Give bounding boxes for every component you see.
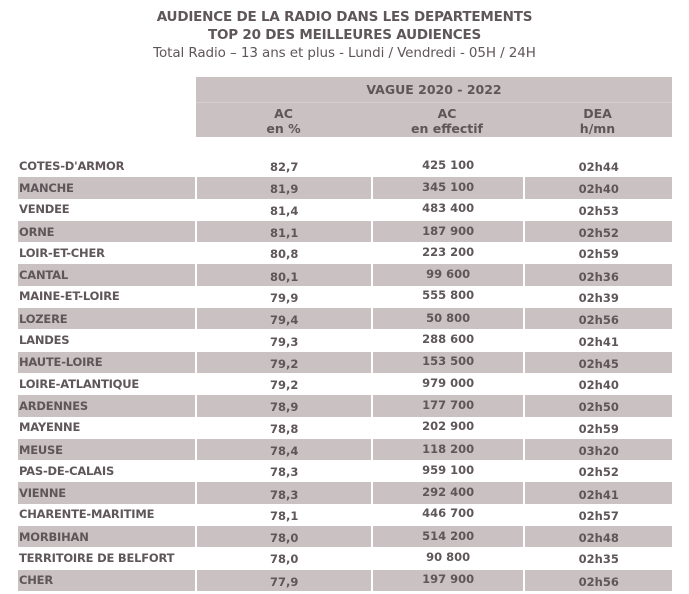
- ac-effectif-value: 153 500: [373, 352, 524, 373]
- table-row: [18, 307, 672, 329]
- column-header-dea-line2: h/mn: [579, 121, 616, 136]
- dea-value: 02h44: [578, 160, 619, 175]
- table-row: [18, 329, 672, 350]
- ac-effectif-value: 483 400: [422, 201, 475, 216]
- ac-effectif-value: 425 100: [422, 157, 475, 172]
- dea-value: 02h50: [525, 395, 672, 416]
- column-header-dea: [523, 103, 672, 137]
- table-row: [18, 220, 672, 242]
- ac-pct-value: 80,8: [270, 247, 299, 262]
- table-row: [18, 286, 672, 307]
- ac-effectif-value: 345 100: [373, 177, 524, 198]
- column-header-ac-effectif-line2: en effectif: [411, 121, 483, 136]
- column-header-ac-effectif: [371, 103, 523, 137]
- dea-value: 02h57: [578, 508, 619, 523]
- department-name: CHARENTE-MARITIME: [19, 507, 155, 522]
- dea-value: 02h52: [578, 465, 619, 480]
- department-name: PAS-DE-CALAIS: [19, 463, 115, 478]
- table-row: [18, 394, 672, 416]
- dea-value: 02h36: [525, 264, 672, 285]
- dea-value: 02h59: [578, 247, 619, 262]
- ac-pct-value: 79,2: [197, 352, 370, 373]
- ac-pct-value: 81,9: [197, 177, 370, 198]
- department-name: HAUTE-LOIRE: [18, 352, 195, 373]
- table-row: [18, 263, 672, 285]
- dea-value: 02h40: [578, 378, 619, 393]
- table-row: [18, 199, 672, 220]
- department-name: ORNE: [18, 221, 195, 242]
- ac-pct-value: 81,1: [197, 221, 370, 242]
- ac-effectif-value: 514 200: [373, 526, 524, 547]
- ac-pct-value: 79,2: [270, 378, 299, 393]
- ac-effectif-value: 223 200: [422, 244, 475, 259]
- table-body: [18, 155, 672, 591]
- ac-pct-value: 78,9: [197, 395, 370, 416]
- table-row: [18, 417, 672, 438]
- table-row: [18, 460, 672, 481]
- ac-effectif-value: 202 900: [422, 419, 475, 434]
- department-name: LANDES: [19, 333, 70, 348]
- ac-pct-value: 79,4: [197, 308, 370, 329]
- table-row: [18, 525, 672, 547]
- department-name: LOZERE: [18, 308, 195, 329]
- dea-value: 02h59: [578, 421, 619, 436]
- ac-pct-value: 78,8: [270, 421, 299, 436]
- department-name: MAYENNE: [19, 420, 81, 435]
- ac-effectif-value: 288 600: [422, 332, 475, 347]
- ac-pct-value: 78,4: [197, 439, 370, 460]
- department-name: VIENNE: [18, 482, 195, 503]
- dea-value: 02h45: [525, 352, 672, 373]
- department-name: MANCHE: [18, 177, 195, 198]
- ac-effectif-value: 187 900: [373, 221, 524, 242]
- ac-pct-value: 78,1: [270, 508, 299, 523]
- column-header-dea-line1: DEA: [583, 106, 612, 121]
- ac-effectif-value: 959 100: [422, 462, 475, 477]
- ac-pct-value: 78,3: [270, 465, 299, 480]
- dea-value: 02h35: [578, 552, 619, 567]
- title-line-1: AUDIENCE DE LA RADIO DANS LES DEPARTEMENTS: [156, 9, 533, 25]
- ac-pct-value: 78,0: [197, 526, 370, 547]
- dea-value: 02h41: [578, 334, 619, 349]
- column-header-ac-pct-line1: AC: [274, 106, 293, 121]
- department-name: LOIRE-ATLANTIQUE: [19, 376, 140, 391]
- ac-effectif-value: 50 800: [373, 308, 524, 329]
- subtitle: Total Radio – 13 ans et plus - Lundi / Vendredi - 05H / 24H: [153, 45, 536, 61]
- ac-effectif-value: 292 400: [373, 482, 524, 503]
- dea-value: 02h40: [525, 177, 672, 198]
- table-row: [18, 242, 672, 263]
- table-row: [18, 176, 672, 198]
- table-row: [18, 373, 672, 394]
- department-name: CHER: [18, 570, 195, 591]
- dea-value: 02h56: [525, 308, 672, 329]
- ac-effectif-value: 90 800: [426, 549, 471, 564]
- dea-value: 02h39: [578, 290, 619, 305]
- dea-value: 02h53: [578, 203, 619, 218]
- department-name: MEUSE: [18, 439, 195, 460]
- department-name: MAINE-ET-LOIRE: [19, 289, 120, 304]
- dea-value: 02h52: [525, 221, 672, 242]
- table-row: [18, 155, 672, 176]
- table-row: [18, 438, 672, 460]
- title-line-2: TOP 20 DES MEILLEURES AUDIENCES: [207, 27, 482, 43]
- dea-value: 02h56: [525, 570, 672, 591]
- table-row: [18, 504, 672, 525]
- column-header-ac-pct: [196, 103, 371, 137]
- ac-pct-value: 79,9: [270, 290, 299, 305]
- ac-pct-value: 78,3: [197, 482, 370, 503]
- dea-value: 02h48: [525, 526, 672, 547]
- ac-effectif-value: 99 600: [373, 264, 524, 285]
- ac-effectif-value: 555 800: [422, 288, 475, 303]
- group-header-vague: VAGUE 2020 - 2022: [196, 77, 672, 103]
- table-row: [18, 351, 672, 373]
- column-header-ac-effectif-line1: AC: [437, 106, 457, 121]
- ac-effectif-value: 979 000: [422, 375, 475, 390]
- department-name: LOIR-ET-CHER: [19, 245, 105, 260]
- dea-value: 02h41: [525, 482, 672, 503]
- column-header-ac-pct-line2: en %: [266, 121, 301, 136]
- table-row: [18, 547, 672, 568]
- ac-pct-value: 81,4: [270, 203, 299, 218]
- ac-pct-value: 82,7: [270, 160, 299, 175]
- ac-effectif-value: 177 700: [373, 395, 524, 416]
- department-name: MORBIHAN: [18, 526, 195, 547]
- ac-pct-value: 78,0: [270, 552, 299, 567]
- department-name: CANTAL: [18, 264, 195, 285]
- ac-effectif-value: 197 900: [373, 570, 524, 591]
- ac-effectif-value: 118 200: [373, 439, 524, 460]
- table-row: [18, 481, 672, 503]
- department-name: COTES-D'ARMOR: [19, 158, 125, 173]
- dea-value: 03h20: [525, 439, 672, 460]
- column-headers: [196, 103, 672, 137]
- ac-pct-value: 80,1: [197, 264, 370, 285]
- ac-effectif-value: 446 700: [422, 506, 475, 521]
- ac-pct-value: 79,3: [270, 334, 299, 349]
- table-row: [18, 569, 672, 591]
- department-name: TERRITOIRE DE BELFORT: [19, 550, 175, 565]
- ac-pct-value: 77,9: [197, 570, 370, 591]
- department-name: VENDEE: [19, 202, 70, 217]
- department-name: ARDENNES: [18, 395, 195, 416]
